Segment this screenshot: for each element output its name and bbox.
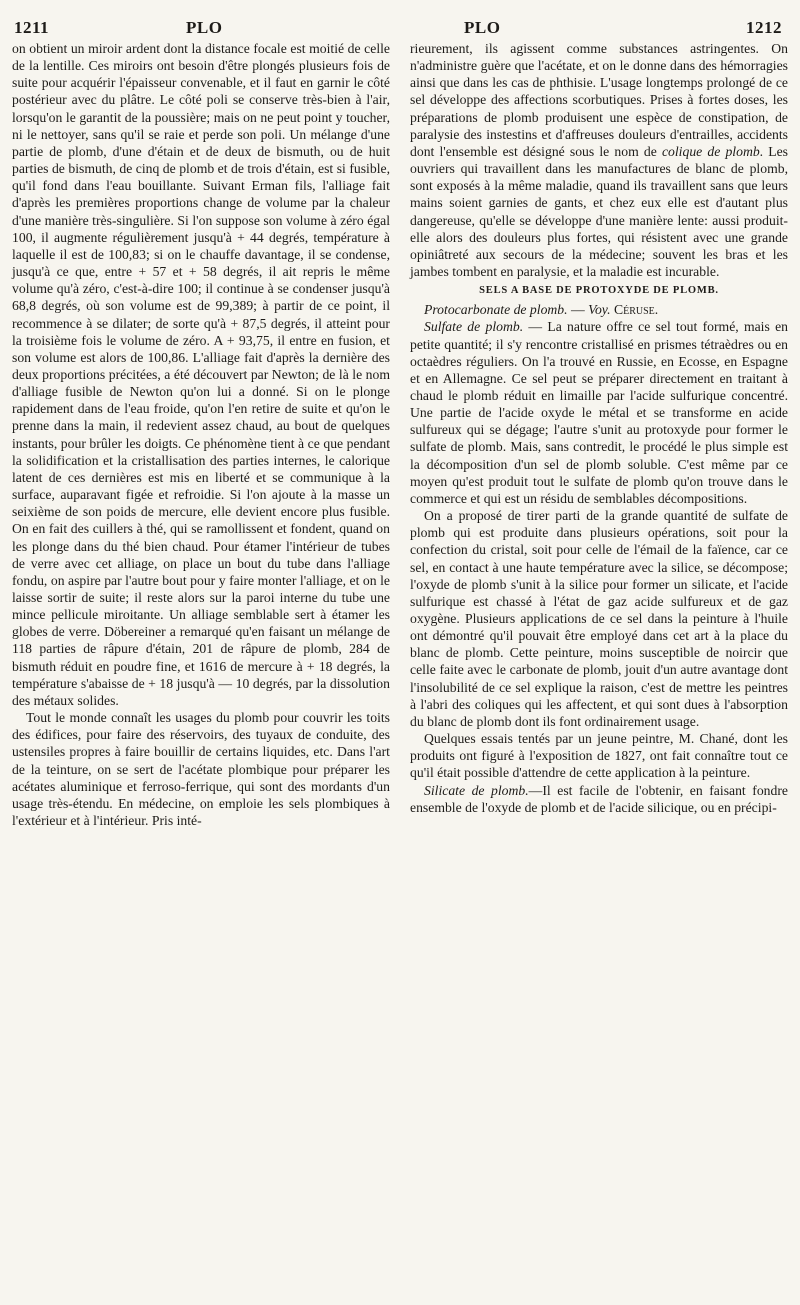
medical-text-end: . Les ouvriers qui travaillent dans les manufactures de blanc de plomb, sont exposés à la même maladie, quand ils travaillent sans que leurs mains soient garnies de gants, et chez eux elle est d'autant plus dangereuse, qu'elle se développe d'une manière lente: aussi produit-elle alors des douleurs plus fortes, qui résistent avec une grande opiniâtreté aux secours de la médecine; souvent les bras et les jambes tombent en paralysie, et la maladie est incurable. [410,143,789,280]
right-page-number: 1212 [746,18,782,37]
voy-label: Voy. [588,302,611,318]
entry-protocarbonate [410,301,788,318]
colique-term: colique de plomb [661,143,760,159]
paragraph-medical-effects [410,40,788,280]
entry-title-sulfate: Sulfate de plomb. [424,319,524,335]
paragraph-chane-essays: Quelques essais tentés par un jeune peintre, M. Chané, dont les produits ont figuré à l'exposition de 1827, ont fait connaître tout ce qu'il était possible d'attendre de cette application à la peinture. [410,731,788,781]
entry-title-silicate: Silicate de plomb. [424,782,529,798]
right-running-head: PLO [464,18,501,37]
entry-dash: — [567,302,589,318]
sulfate-text: — La nature offre ce sel tout formé, mais en petite quantité; il s'y rencontre cristallisé en prismes tétraèdres ou en octaèdres réguliers. On l'a trouvé en Russie, en Ecosse, en Espagne et en Allemagne. Ce sel peut se préparer directement en traitant à chaud le plomb réduit en limaille par l'acide sulfurique concentré. Une partie de l'acide oxyde le métal et se transforme en acide sulfureux qui se dégage; l'autre s'unit au protoxyde pour former le sulfate de plomb. Mais, sans contredit, le procédé le plus simple est la décomposition d'un sel de plomb soluble. C'est même par ce moyen qu'est produit tout le sulfate de plomb qu'on trouve dans le commerce et qui est un résidu de semblables décompositions. [410,319,788,506]
two-column-body [12,40,788,829]
entry-title-protocarbonate: Protocarbonate de plomb. [424,302,568,318]
section-heading: SELS A BASE DE PROTOXYDE DE PLOMB. [479,285,719,297]
right-column [410,40,788,829]
left-column [12,40,390,829]
medical-text: rieurement, ils agissent comme substances astringentes. On n'administre guère que l'acétate, et on le donne dans des hémorragies ainsi que dans les cas de phthisie. L'usage longtemps prolongé de ce sel développe des affections scorbutiques. Prises à fortes doses, les préparations de plomb produisent une espèce de constipation, de paralysie des instestins et d'affreuses douleurs d'entrailles, accidents dont l'ensemble est désigné sous le nom de [410,41,788,159]
left-page-number: 1211 [14,18,50,37]
left-running-head: PLO [186,18,223,37]
paragraph-alloys: on obtient un miroir ardent dont la distance focale est moitié de celle de la lentille. Ces miroirs ont besoin d'être plongés plusieurs fois de suite pour acquérir l'épaisseur convenable, et il faut en garnir le côté postérieur avec du plâtre. Le côté poli se conserve très-bien à l'air, lorsqu'on le garantit de la poussière; mais on ne peut point y toucher, ni le nettoyer, sans qu'il se raie et perde son poli. Un mélange d'une partie de plomb, d'une d'étain et de deux de bismuth, ou de huit parties de bismuth, de cinq de plomb et de trois d'étain, est si fusible, qu'il fond dans l'eau bouillante. Suivant Erman fils, l'alliage fait d'après les premières proportions change de volume par la chaleur d'une manière très-singulière. Si l'on suppose son volume à zéro égal 100, il augmente régulièrement jusqu'à + 44 degrés, température à laquelle il est de 100,83; si on le chauffe davantage, il se condense, jusqu'à ce que, entre + 57 et + 58 degrés, il ait repris le même volume qu'à zéro, c'est-à-dire 100; il continue à se condenser jusqu'à 68,8 degrés, où son volume est de 99,389; à partir de ce point, il recommence à se dilater; de sorte qu'à + 87,5 degrés, il atteint pour la troisième fois le volume de zéro. A + 93,75, il entre en fusion, et son volume est alors de 100,86. L'alliage fait d'après la dernière des deux proportions précitées, a été découvert par Newton; de là le nom d'alliage fusible de Newton qu'on lui a donné. Si on le plonge rapidement dans de l'eau froide, qu'on l'en retire de suite et qu'on le prenne dans la main, il redevient assez chaud, au bout de quelques instants, pour brûler les doigts. Ce phénomène tient à ce que pendant la solidification et la cristallisation des parties internes, le calorique latent de ces dernières est mis en liberté et se communique à la surface, auparavant figée et refroidie. Si l'on ajoute à la masse un seixième de son poids de mercure, elle devient encore plus fusible. On en fait des cuillers à thé, qui se ramollissent et fondent, quand on les plonge dans du thé bien chaud. Pour étamer l'intérieur de tubes de verre avec cet alliage, on place un bout du tube dans l'alliage fondu, on aspire par l'autre bout pour y faire monter l'alliage, et on le laisse sortir de suite; il reste alors sur la paroi interne du tube une mince pellicule miroitante. Un alliage semblable sert à étamer les globes de verre. Döbereiner a remarqué qu'en faisant un mélange de 118 parties de râpure d'étain, 201 de râpure de plomb, 284 de bismuth réduit en poudre fine, et 1616 de mercure à + 18 degrés, la température s'abaisse de + 18 jusqu'à — 10 degrés, par la dissolution des métaux solides. [12,41,390,708]
entry-silicate [410,782,788,816]
paragraph-sulfate-uses: On a proposé de tirer parti de la grande quantité de sulfate de plomb qui est produite dans plusieurs opérations, soit pour la confection du cristal, soit pour celle de l'émail de la faïence, car ce sel, en contact à une haute température avec la silice, se décompose; l'oxyde de plomb s'unit à la silice pour former un silicate, et l'acide sulfurique est chassé à l'état de gaz acide sulfureux et de gaz oxygène. Plusieurs applications de ce sel dans la peinture à l'huile ont démontré qu'il pouvait être employé dans cet art à la place du blanc de plomb. Cette peinture, moins susceptible de noircir que celle faite avec le carbonate de plomb, jouit d'un autre avantage dont l'insolubilité de ce sel explique la raison, c'est de mettre les peintres à l'abri des coliques qui les affectent, et qui sont dues à l'absorption du blanc de plomb dont ils font ordinairement usage. [410,508,788,729]
silicate-text: —Il est facile de l'obtenir, en faisant fondre ensemble de l'oxyde de plomb et de l'acide silicique, ou en précipi- [410,782,788,815]
ceruse-reference: Céruse. [610,302,659,318]
entry-sulfate [410,318,788,507]
page-header [12,14,788,40]
paragraph-uses-of-lead: Tout le monde connaît les usages du plomb pour couvrir les toits des édifices, pour faire des réservoirs, des tuyaux de conduite, des ustensiles propres à faire bouillir de certains liquides, etc. Dans l'art de la teinture, on se sert de l'acétate plombique pour préparer les acétates aluminique et ferroso-ferrique, qui sont des mordants d'un usage très-étendu. En médecine, on emploie les sels plombiques à l'extérieur et à l'intérieur. Pris inté- [12,710,390,829]
